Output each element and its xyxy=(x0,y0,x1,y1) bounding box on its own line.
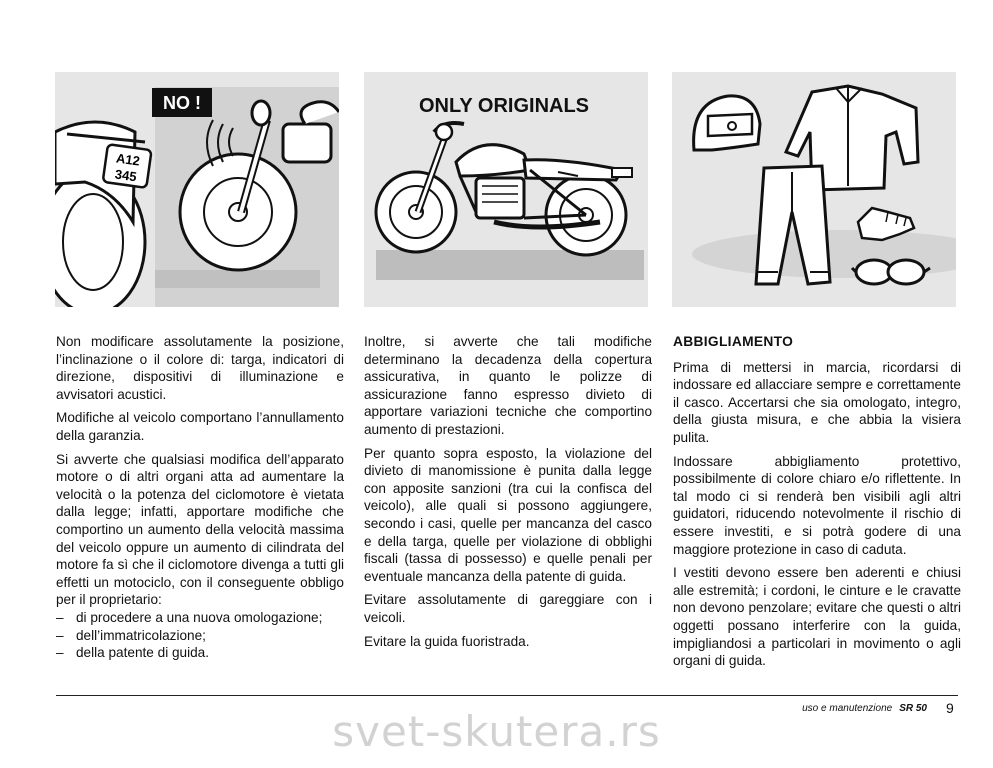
paragraph: Evitare la guida fuoristrada. xyxy=(364,633,530,649)
only-originals-title: ONLY ORIGINALS xyxy=(418,95,590,117)
scooter-illustration xyxy=(55,72,339,307)
plate-text-line2: 345 xyxy=(114,166,138,185)
goggles-icon xyxy=(852,260,930,284)
motorcycle-illustration xyxy=(364,72,648,307)
model-name: SR 50 xyxy=(899,703,927,714)
plate-text-line1: A12 xyxy=(115,150,141,169)
helmet-icon xyxy=(694,96,760,150)
clothing-illustration xyxy=(672,72,956,307)
no-badge-text: NO ! xyxy=(163,93,201,113)
obligations-list xyxy=(56,609,344,662)
page-number: 9 xyxy=(946,700,954,716)
watermark: svet-skutera.rs xyxy=(332,707,661,756)
figure-only-originals xyxy=(364,72,648,307)
paragraph: Modifiche al veicolo comportano l’annullamento della garanzia. xyxy=(56,410,344,443)
footer-divider xyxy=(56,695,958,696)
text-column-3 xyxy=(673,333,961,670)
list-item: – di procedere a una nuova omologazione; xyxy=(56,609,344,627)
paragraph: Evitare assolutamente di gareggiare con i veicoli. xyxy=(364,592,652,625)
paragraph: I vestiti devono essere ben aderenti e chiusi alle estremità; i cordoni, le cinture e le cravatte non devono penzolare; evitare che questi o altri oggetti possano interferire con la guida, impigliandosi a particolari in movimento o agli organi di guida. xyxy=(673,565,961,669)
paragraph: Indossare abbigliamento protettivo, possibilmente di colore chiaro e/o riflettente. In tal modo ci si renderà ben visibili agli altri guidatori, riducendo notevolmente il rischio di essere investiti, e si potrà godere di una maggiore protezione in caso di caduta. xyxy=(673,453,961,557)
figure-no-modifications xyxy=(55,72,339,307)
text-column-1 xyxy=(56,333,344,662)
paragraph: Si avverte che qualsiasi modifica dell’apparato motore o di altri organi atta ad aumentare la velocità o la potenza del ciclomotore è vietata dalla legge; infatti, apportare modifiche che comportino un aumento della velocità massima del veicolo oppure un aumento di cilindrata del motore fa sì che il ciclomotore divenga a tutti gli effetti un motociclo, con il conseguente obbligo per il proprietario: xyxy=(56,451,344,608)
paragraph: Prima di mettersi in marcia, ricordarsi di indossare ed allacciare sempre e correttamente il casco. Accertarsi che sia omologato, integro, della giusta misura, e che abbia la visiera pulita. xyxy=(673,359,961,445)
list-item: – dell’immatricolazione; xyxy=(56,627,344,645)
paragraph: Non modificare assolutamente la posizione, l’inclinazione o il colore di: targa, indicatori di direzione, dispositivi di illuminazione e avvisatori acustici. xyxy=(56,334,344,402)
doc-title: uso e manutenzione xyxy=(802,703,893,714)
figure-protective-clothing xyxy=(672,72,956,307)
text-column-2 xyxy=(364,333,652,650)
paragraph: Per quanto sopra esposto, la violazione del divieto di manomissione è punita dalla legge con apposite sanzioni (tra cui la confisca del veicolo), alle quali si possono aggiungere, secondo i casi, quelle per mancanza del casco e della targa, quelle per violazione di obblighi fiscali (tassa di possesso) e quelle penali per eventuale mancanza della patente di guida. xyxy=(364,445,652,584)
paragraph: Inoltre, si avverte che tali modifiche determinano la decadenza della copertura assicurativa, in quanto le polizze di assicurazione fanno espresso divieto di apportare variazioni tecniche che comportino aumento di prestazioni. xyxy=(364,334,652,437)
section-heading: ABBIGLIAMENTO xyxy=(673,334,794,349)
list-item: – della patente di guida. xyxy=(56,644,344,662)
